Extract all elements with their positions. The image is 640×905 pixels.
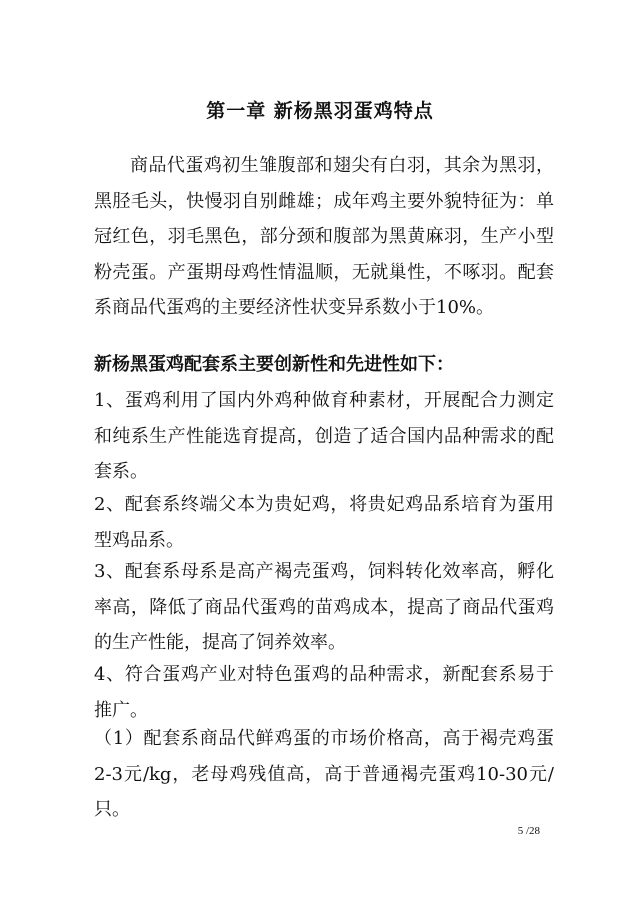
intro-paragraph: 商品代蛋鸡初生雏腹部和翅尖有白羽，其余为黑羽，黑胫毛头，快慢羽自别雌雄；成年鸡主要外貌特征为：单冠红色，羽毛黑色，部分颈和腹部为黑黄麻羽，生产小型粉壳蛋。产蛋期母鸡性情温顺，无就巢性，不啄羽。配套系商品代蛋鸡的主要经济性状变异系数小于10%。 xyxy=(94,155,554,318)
chapter-title: 第一章 新杨黑羽蛋鸡特点 xyxy=(206,100,434,122)
point-4: 4、符合蛋鸡产业对特色蛋鸡的品种需求，新配套系易于推广。 xyxy=(94,664,554,721)
point-1: 1、蛋鸡利用了国内外鸡种做育种素材，开展配合力测定和纯系生产性能选育提高，创造了适合国内品种需求的配套系。 xyxy=(94,390,554,482)
sub-point-1: （1）配套系商品代鲜鸡蛋的市场价格高，高于褐壳鸡蛋2-3元/kg，老母鸡残值高，高于普通褐壳蛋鸡10-30元/只。 xyxy=(94,728,554,820)
section-heading: 新杨黑蛋鸡配套系主要创新性和先进性如下： xyxy=(94,354,454,375)
point-3: 3、配套系母系是高产褐壳蛋鸡，饲料转化效率高，孵化率高，降低了商品代蛋鸡的苗鸡成本，提高了商品代蛋鸡的生产性能，提高了饲养效率。 xyxy=(94,561,554,653)
page-number: 5 /28 xyxy=(517,825,540,837)
point-2: 2、配套系终端父本为贵妃鸡，将贵妃鸡品系培育为蛋用型鸡品系。 xyxy=(94,494,554,551)
